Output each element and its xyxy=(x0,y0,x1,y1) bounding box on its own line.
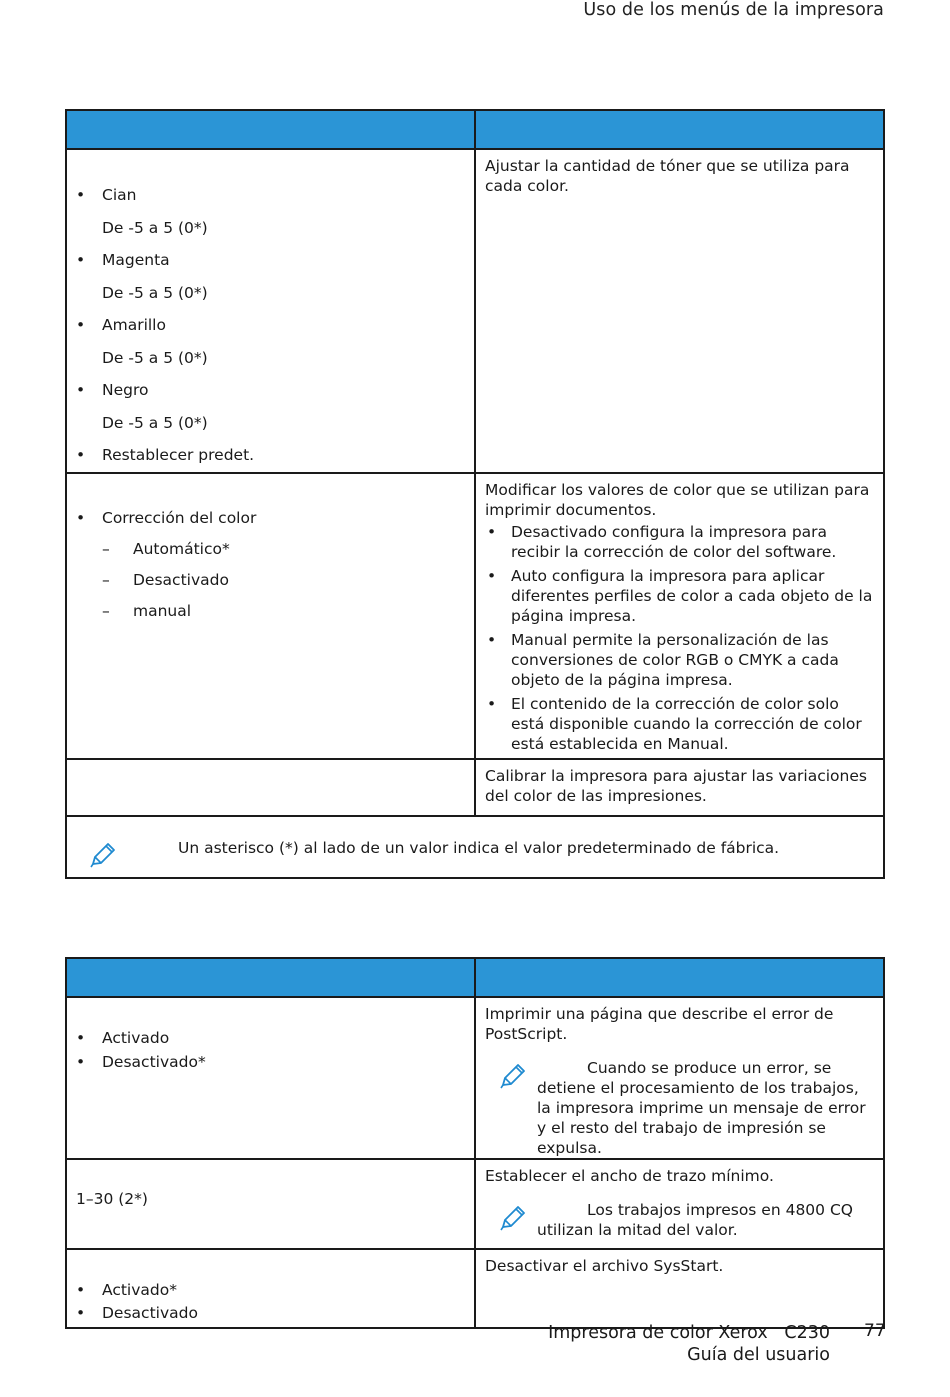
description-text: Establecer el ancho de trazo mínimo. xyxy=(485,1167,774,1185)
list-item: • Desactivado configura la impresora para recibir la corrección de color del software. xyxy=(485,522,873,562)
options-cell xyxy=(66,149,475,473)
option-item: • Amarillo xyxy=(67,309,474,342)
table-header-cell-right xyxy=(475,958,884,997)
description-cell xyxy=(475,149,884,473)
postscript-settings-table xyxy=(65,957,885,1329)
options-cell xyxy=(66,759,475,816)
pencil-icon xyxy=(499,1062,527,1090)
note-box xyxy=(485,1200,873,1240)
table-header-cell-right xyxy=(475,110,884,149)
description-text: Imprimir una página que describe el error de PostScript. xyxy=(485,1005,834,1043)
table-row xyxy=(66,473,884,759)
note-text-first-line: Cuando se produce un error, se xyxy=(587,1059,832,1077)
description-list xyxy=(485,522,873,754)
table-row xyxy=(66,1249,884,1328)
sub-option-item: – Automático* xyxy=(67,534,474,565)
option-item: • Activado xyxy=(67,1026,474,1050)
option-range: De -5 a 5 (0*) xyxy=(102,283,208,302)
footer-guide-title: Guía del usuario xyxy=(687,1345,830,1365)
note-cell xyxy=(66,816,884,878)
description-text: Calibrar la impresora para ajustar las variaciones del color de las impresiones. xyxy=(485,766,867,805)
option-item: • Cian xyxy=(67,179,474,212)
table-header-cell-left xyxy=(66,958,475,997)
list-item: • El contenido de la corrección de color solo está disponible cuando la corrección de color está establecida en Manual. xyxy=(485,694,873,754)
pencil-icon xyxy=(499,1204,527,1232)
color-settings-table xyxy=(65,109,885,879)
option-item: • Desactivado* xyxy=(67,1050,474,1074)
description-cell xyxy=(475,997,884,1159)
list-item: • Auto configura la impresora para aplicar diferentes perfiles de color a cada objeto de la página impresa. xyxy=(485,566,873,626)
note-row xyxy=(66,816,884,878)
description-cell xyxy=(475,1159,884,1249)
option-item: • Desactivado xyxy=(67,1302,474,1325)
sub-option-item: – Desactivado xyxy=(67,565,474,596)
option-range: De -5 a 5 (0*) xyxy=(102,348,208,367)
table-row xyxy=(66,1159,884,1249)
note-text: utilizan la mitad del valor. xyxy=(537,1221,738,1239)
note-text: detiene el procesamiento de los trabajos, la impresora imprime un mensaje de error y el resto del trabajo de impresión se expulsa. xyxy=(537,1079,866,1157)
description-cell xyxy=(475,759,884,816)
options-cell xyxy=(66,473,475,759)
option-item: • Magenta xyxy=(67,244,474,277)
table-header-cell-left xyxy=(66,110,475,149)
note-text-first-line: Los trabajos impresos en 4800 CQ xyxy=(587,1201,853,1219)
option-range: De -5 a 5 (0*) xyxy=(102,413,208,432)
footer-product-name: Impresora de color Xerox C230 xyxy=(548,1323,830,1343)
description-cell xyxy=(475,473,884,759)
list-item: • Manual permite la personalización de las conversiones de color RGB o CMYK a cada objeto de la página impresa. xyxy=(485,630,873,690)
description-text: Ajustar la cantidad de tóner que se utiliza para cada color. xyxy=(485,157,850,195)
option-item: • Restablecer predet. xyxy=(67,439,474,472)
page-number: 77 xyxy=(864,1321,886,1341)
table-header-row xyxy=(66,110,884,149)
options-cell xyxy=(66,997,475,1159)
value-range: 1–30 (2*) xyxy=(76,1190,148,1208)
description-cell xyxy=(475,1249,884,1328)
options-cell xyxy=(66,1159,475,1249)
option-range: De -5 a 5 (0*) xyxy=(102,218,208,237)
description-text: Modificar los valores de color que se utilizan para imprimir documentos. xyxy=(485,480,870,519)
option-item: • Activado* xyxy=(67,1279,474,1302)
option-item: • Corrección del color xyxy=(67,503,474,534)
pencil-icon xyxy=(89,841,117,869)
note-text: Un asterisco (*) al lado de un valor indica el valor predeterminado de fábrica. xyxy=(178,838,780,857)
table-row xyxy=(66,149,884,473)
table-header-row xyxy=(66,958,884,997)
option-item: • Negro xyxy=(67,374,474,407)
table-row xyxy=(66,759,884,816)
table-row xyxy=(66,997,884,1159)
note-box xyxy=(485,1058,873,1158)
options-cell xyxy=(66,1249,475,1328)
sub-option-item: – manual xyxy=(67,596,474,627)
description-text: Desactivar el archivo SysStart. xyxy=(485,1257,724,1275)
page-header-title: Uso de los menús de la impresora xyxy=(583,0,884,20)
